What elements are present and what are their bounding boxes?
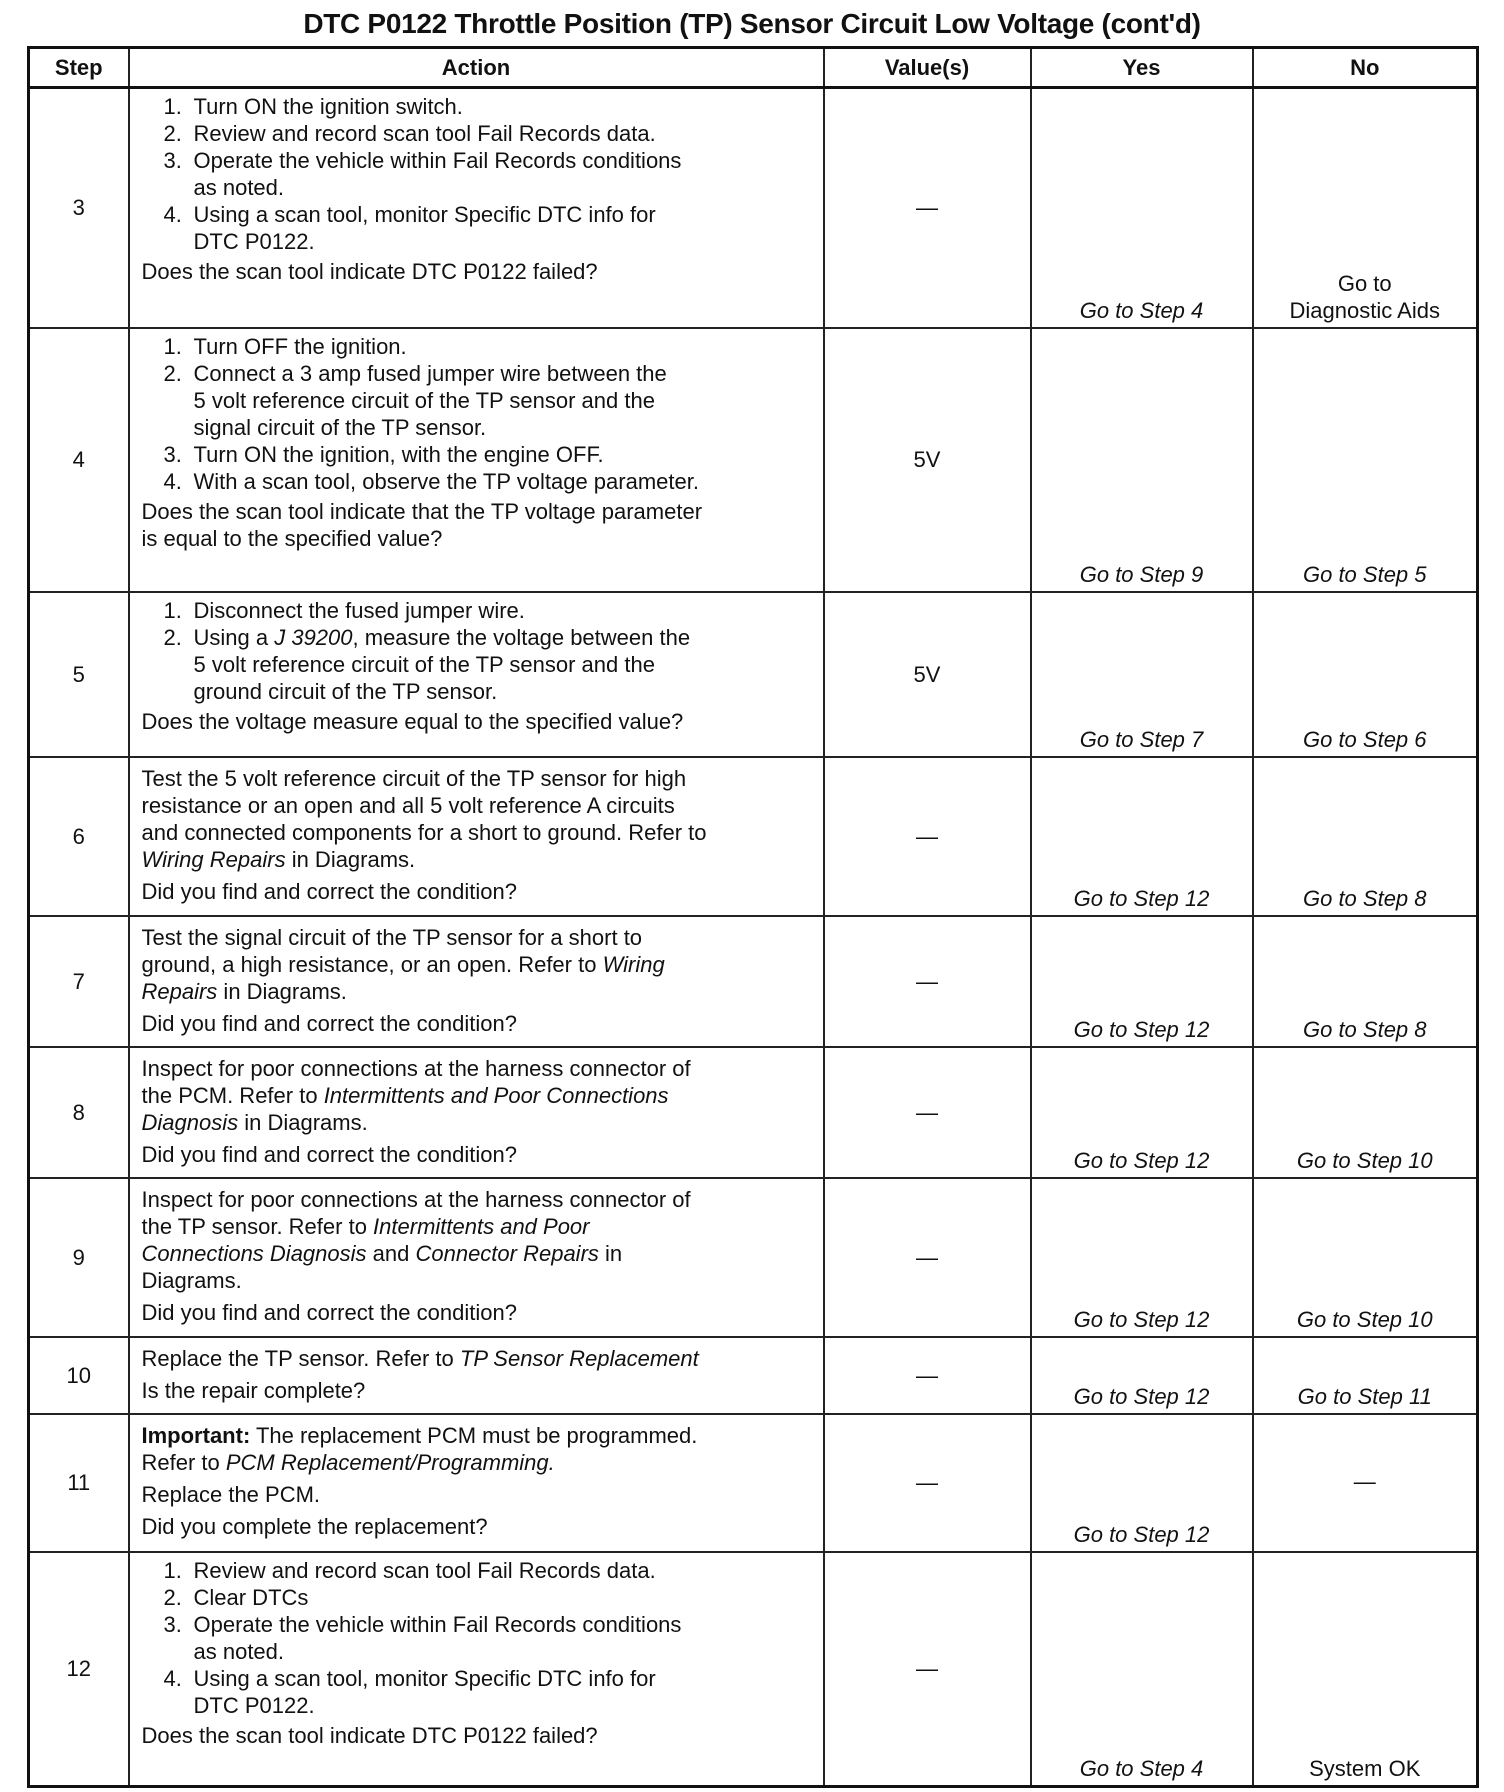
action-cell	[129, 916, 824, 1047]
item-number: 4.	[163, 1665, 182, 1691]
action-paragraph	[142, 878, 813, 905]
action-list-item	[142, 1611, 813, 1665]
item-text	[194, 120, 656, 147]
value-cell: —	[824, 1337, 1031, 1414]
action-list-item	[142, 624, 813, 705]
step-number: 3	[29, 88, 129, 328]
action-paragraph	[142, 1345, 813, 1372]
action-text: Disconnect the fused jumper wire.	[193, 597, 525, 623]
table-row	[29, 592, 1478, 757]
action-text: Did you find and correct the condition?	[141, 1299, 517, 1325]
action-list-item	[142, 333, 813, 360]
action-text: Turn ON the ignition, with the engine OFF.	[193, 441, 604, 467]
step-number: 10	[29, 1337, 129, 1414]
no-cell: Go to Step 6	[1253, 592, 1478, 757]
action-paragraph	[142, 1722, 813, 1749]
action-text: Did you complete the replacement?	[141, 1513, 488, 1539]
action-cell	[129, 757, 824, 916]
action-text: Test the 5 volt reference circuit of the TP sensor for high resistance or an open and all 5 volt reference A circuits and connected components for a short to ground. Refer to	[141, 765, 707, 845]
no-cell: System OK	[1253, 1552, 1478, 1787]
item-number: 1.	[163, 333, 182, 359]
table-row	[29, 1047, 1478, 1178]
action-cell	[129, 1178, 824, 1337]
action-text: in Diagrams.	[238, 1109, 368, 1135]
table-row	[29, 1337, 1478, 1414]
yes-cell: Go to Step 12	[1031, 757, 1253, 916]
action-text: , measure the voltage between the 5 volt reference circuit of the TP sensor and the ground circuit of the TP sensor.	[193, 624, 691, 704]
action-text: Review and record scan tool Fail Records data.	[193, 121, 656, 146]
action-cell	[129, 1047, 824, 1178]
action-paragraph	[142, 1377, 813, 1404]
item-text	[194, 360, 667, 441]
action-list-item	[142, 93, 813, 120]
reference-link-text: Wiring Repairs	[141, 951, 665, 1004]
yes-cell: Go to Step 12	[1031, 916, 1253, 1047]
reference-link-text: PCM Replacement/Programming.	[225, 1449, 555, 1475]
action-paragraph	[142, 924, 813, 1005]
action-paragraph	[142, 765, 813, 873]
action-text: Does the voltage measure equal to the specified value?	[141, 708, 684, 734]
item-text	[194, 201, 656, 255]
yes-cell: Go to Step 4	[1031, 1552, 1253, 1787]
step-number: 9	[29, 1178, 129, 1337]
yes-cell: Go to Step 12	[1031, 1047, 1253, 1178]
value-cell: —	[824, 1552, 1031, 1787]
item-text	[194, 597, 525, 624]
reference-link-text: TP Sensor Replacement	[459, 1345, 699, 1371]
table-row	[29, 757, 1478, 916]
item-text	[194, 468, 699, 495]
action-list-item	[142, 597, 813, 624]
action-cell	[129, 592, 824, 757]
action-text: Connect a 3 amp fused jumper wire between the 5 volt reference circuit of the TP sensor and the signal circuit of the TP sensor.	[193, 360, 667, 440]
action-paragraph	[142, 1422, 813, 1476]
value-cell: —	[824, 1414, 1031, 1552]
no-cell: Go to Step 5	[1253, 328, 1478, 592]
step-number: 5	[29, 592, 129, 757]
item-number: 2.	[163, 121, 182, 146]
action-text: Turn ON the ignition switch.	[193, 94, 463, 119]
action-text: Did you find and correct the condition?	[141, 878, 517, 904]
action-cell	[129, 1552, 824, 1787]
action-cell	[129, 1414, 824, 1552]
action-text: Did you find and correct the condition?	[141, 1010, 517, 1036]
item-number: 4.	[163, 468, 182, 494]
action-text: Important:	[141, 1422, 251, 1448]
action-text: Operate the vehicle within Fail Records conditions as noted.	[193, 1611, 682, 1664]
item-number: 1.	[163, 1557, 182, 1583]
action-text: Turn OFF the ignition.	[193, 333, 407, 359]
item-number: 2.	[163, 360, 182, 386]
action-text: Using a	[193, 624, 275, 650]
action-text: Does the scan tool indicate that the TP voltage parameter is equal to the specified value?	[141, 498, 703, 551]
yes-cell: Go to Step 7	[1031, 592, 1253, 757]
header-values: Value(s)	[824, 48, 1031, 88]
action-paragraph	[142, 1141, 813, 1168]
action-text: Replace the PCM.	[141, 1481, 321, 1507]
value-cell: —	[824, 88, 1031, 328]
action-text: Inspect for poor connections at the harness connector of the TP sensor. Refer to	[141, 1186, 691, 1239]
no-cell: Go to Step 10	[1253, 1178, 1478, 1337]
value-cell: —	[824, 1047, 1031, 1178]
page-title: DTC P0122 Throttle Position (TP) Sensor Circuit Low Voltage (cont'd)	[303, 8, 1201, 39]
value-cell: 5V	[824, 328, 1031, 592]
table-row	[29, 916, 1478, 1047]
item-number: 2.	[163, 1584, 182, 1610]
action-text: Replace the TP sensor. Refer to	[141, 1345, 460, 1371]
value-cell: 5V	[824, 592, 1031, 757]
action-text: Operate the vehicle within Fail Records conditions as noted.	[193, 148, 682, 200]
table-row	[29, 88, 1478, 328]
item-number: 1.	[163, 597, 182, 623]
action-paragraph	[142, 1513, 813, 1540]
yes-cell: Go to Step 9	[1031, 328, 1253, 592]
action-paragraph	[142, 1186, 813, 1294]
item-number: 4.	[163, 202, 182, 227]
action-text: and	[366, 1240, 416, 1266]
action-list-item	[142, 468, 813, 495]
action-paragraph	[142, 498, 813, 552]
action-paragraph	[142, 1055, 813, 1136]
action-text: in Diagrams.	[141, 1240, 623, 1293]
item-number: 1.	[163, 94, 182, 119]
action-list-item	[142, 1665, 813, 1719]
action-cell	[129, 328, 824, 592]
reference-link-text: Wiring Repairs	[141, 846, 286, 872]
no-cell: —	[1253, 1414, 1478, 1552]
yes-cell: Go to Step 12	[1031, 1178, 1253, 1337]
action-paragraph	[142, 1299, 813, 1326]
item-text	[194, 1557, 656, 1584]
item-number: 3.	[163, 441, 182, 467]
item-number: 3.	[163, 148, 182, 173]
table-row	[29, 1552, 1478, 1787]
action-text: The replacement PCM must be programmed. Refer to	[141, 1422, 698, 1475]
item-text	[194, 624, 691, 705]
no-cell: Go to Step 8	[1253, 757, 1478, 916]
action-text: Clear DTCs	[193, 1584, 309, 1610]
action-text: in Diagrams.	[285, 846, 416, 872]
table-row	[29, 1414, 1478, 1552]
action-text: Is the repair complete?	[141, 1377, 366, 1403]
item-text	[194, 93, 463, 120]
header-step: Step	[29, 48, 129, 88]
action-text: Using a scan tool, monitor Specific DTC info for DTC P0122.	[193, 202, 656, 254]
value-cell: —	[824, 1178, 1031, 1337]
step-number: 4	[29, 328, 129, 592]
action-list-item	[142, 201, 813, 255]
item-text	[194, 147, 682, 201]
step-number: 12	[29, 1552, 129, 1787]
step-number: 11	[29, 1414, 129, 1552]
step-number: 8	[29, 1047, 129, 1178]
action-text: With a scan tool, observe the TP voltage parameter.	[193, 468, 699, 494]
action-list-item	[142, 1584, 813, 1611]
table-row	[29, 1178, 1478, 1337]
no-cell: Go to Step 11	[1253, 1337, 1478, 1414]
table-header	[29, 48, 1478, 88]
yes-cell: Go to Step 12	[1031, 1337, 1253, 1414]
yes-cell: Go to Step 12	[1031, 1414, 1253, 1552]
action-paragraph	[142, 1481, 813, 1508]
item-text	[194, 333, 407, 360]
item-text	[194, 1584, 309, 1611]
reference-link-text: Intermittents and Poor Connections Diagnosis	[141, 1213, 590, 1266]
step-number: 7	[29, 916, 129, 1047]
header-yes: Yes	[1031, 48, 1253, 88]
item-number: 3.	[163, 1611, 182, 1637]
action-text: Inspect for poor connections at the harness connector of the PCM. Refer to	[141, 1055, 691, 1108]
action-text: Test the signal circuit of the TP sensor for a short to ground, a high resistance, or an open. Refer to	[141, 924, 643, 977]
step-number: 6	[29, 757, 129, 916]
diagnostic-table	[27, 46, 1479, 1788]
header-no: No	[1253, 48, 1478, 88]
action-paragraph	[142, 1010, 813, 1037]
action-text: Does the scan tool indicate DTC P0122 failed?	[141, 259, 598, 284]
action-list-item	[142, 1557, 813, 1584]
action-text: Review and record scan tool Fail Records data.	[193, 1557, 656, 1583]
action-text: in Diagrams.	[217, 978, 347, 1004]
value-cell: —	[824, 916, 1031, 1047]
no-cell: Go to Step 10	[1253, 1047, 1478, 1178]
action-list-item	[142, 360, 813, 441]
item-text	[194, 1611, 682, 1665]
action-cell	[129, 1337, 824, 1414]
item-text	[194, 1665, 656, 1719]
yes-cell: Go to Step 4	[1031, 88, 1253, 328]
no-cell: Go to Step 8	[1253, 916, 1478, 1047]
no-cell: Go to Diagnostic Aids	[1253, 88, 1478, 328]
action-text: Using a scan tool, monitor Specific DTC info for DTC P0122.	[193, 1665, 656, 1718]
action-paragraph	[142, 708, 813, 735]
value-cell: —	[824, 757, 1031, 916]
item-number: 2.	[163, 624, 182, 650]
item-text	[194, 441, 604, 468]
table-row	[29, 328, 1478, 592]
reference-link-text: Connector Repairs	[415, 1240, 599, 1266]
reference-link-text: J 39200	[274, 624, 353, 650]
action-text: Did you find and correct the condition?	[141, 1141, 517, 1167]
action-cell	[129, 88, 824, 328]
action-paragraph	[142, 258, 813, 285]
action-text: Does the scan tool indicate DTC P0122 failed?	[141, 1722, 598, 1748]
action-list-item	[142, 441, 813, 468]
action-list-item	[142, 147, 813, 201]
header-action: Action	[129, 48, 824, 88]
reference-link-text: Intermittents and Poor Connections Diagnosis	[141, 1082, 669, 1135]
action-list-item	[142, 120, 813, 147]
